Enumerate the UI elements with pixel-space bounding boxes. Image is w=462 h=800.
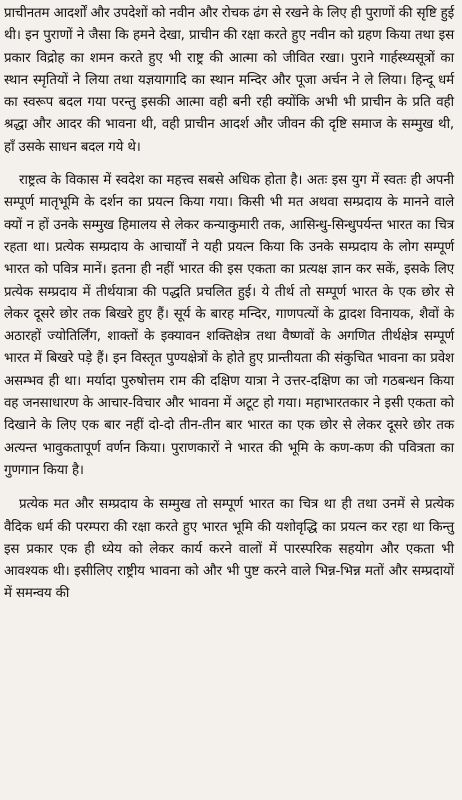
- paragraph-3: प्रत्येक मत और सम्प्रदाय के सम्मुख तो सम्पूर्ण भारत का चित्र था ही तथा उनमें से प्रत्येक वैदिक धर्म की परम्परा की रक्षा करते हुए भारत भूमि की यशोवृद्धि का प्रयत्न कर रहा था किन्तु इस प्रकार एक ही ध्येय को लेकर कार्य करने वालों में पारस्परिक सहयोग और एकता भी आवश्यक थी। इसीलिए राष्ट्रीय भावना को और भी पुष्ट करने वाले भिन्न-भिन्न मतों और सम्प्रदायों में समन्वय की: [4, 497, 454, 602]
- paragraph-1: प्राचीनतम आदर्शों और उपदेशों को नवीन और रोचक ढंग से रखने के लिए ही पुराणों की सृष्टि हुई थी। इन पुराणों ने जैसा कि हमने देखा, प्राचीन की रक्षा करते हुए नवीन को ग्रहण किया तथा इस प्रकार विद्रोह का शमन करते हुए भी राष्ट्र की आत्मा को जीवित रखा। पुराने गार्हस्थ्यसूत्रों का स्थान स्मृतियों ने लिया तथा यज्ञयागादि का स्थान मन्दिर और पूजा अर्चन ने ले लिया। हिन्दू धर्म का स्वरूप बदल गया परन्तु इसकी आत्मा वही बनी रही क्योंकि अभी भी प्राचीन के प्रति वही श्रद्धा और आदर की भावना थी, वही प्राचीन आदर्श और जीवन की दृष्टि समाज के सम्मुख थी, हाँ उसके साधन बदल गये थे।: [4, 6, 454, 155]
- paragraph-2: राष्ट्रत्व के विकास में स्वदेश का महत्त्व सबसे अधिक होता है। अतः इस युग में स्वतः ही अपनी सम्पूर्ण मातृभूमि के दर्शन का प्रयत्न किया गया। किसी भी मत अथवा सम्प्रदाय के मानने वाले क्यों न हों उनके सम्मुख हिमालय से लेकर कन्याकुमारी तक, आसिन्धु-सिन्धुपर्यन्त भारत का चित्र रहता था। प्रत्येक सम्प्रदाय के आचार्यों ने यही प्रयत्न किया कि उनके सम्प्रदाय के लोग सम्पूर्ण भारत को पवित्र मानें। इतना ही नहीं भारत की इस एकता का प्रत्यक्ष ज्ञान कर सकें, इसके लिए प्रत्येक सम्प्रदाय में तीर्थयात्रा की पद्धति प्रचलित हुई। ये तीर्थ तो सम्पूर्ण भारत के एक छोर से लेकर दूसरे छोर तक बिखरे हुए हैं। सूर्य के बारह मन्दिर, गाणपत्यों के द्वादश विनायक, शैवों के अठारहों ज्योतिर्लिंग, शाक्तों के इक्यावन शक्तिक्षेत्र तथा वैष्णवों के अगणित तीर्थक्षेत्र सम्पूर्ण भारत में बिखरे पड़े हैं। इन विस्तृत पुण्यक्षेत्रों के होते हुए प्रान्तीयता की संकुचित भावना का प्रवेश असम्भव ही था। मर्यादा पुरुषोत्तम राम की दक्षिण यात्रा ने उत्तर-दक्षिण का जो गठबन्धन किया वह जनसाधारण के आचार-विचार और भावना में अटूट हो गया। महाभारतकार ने इसी एकता को दिखाने के लिए एक बार नहीं दो-दो तीन-तीन बार भारत का एक छोर से लेकर दूसरे छोर तक अत्यन्त भावुकतापूर्ण वर्णन किया। पुराणकारों ने भारत की भूमि के कण-कण की पवित्रता का गुणगान किया है।: [4, 173, 454, 478]
